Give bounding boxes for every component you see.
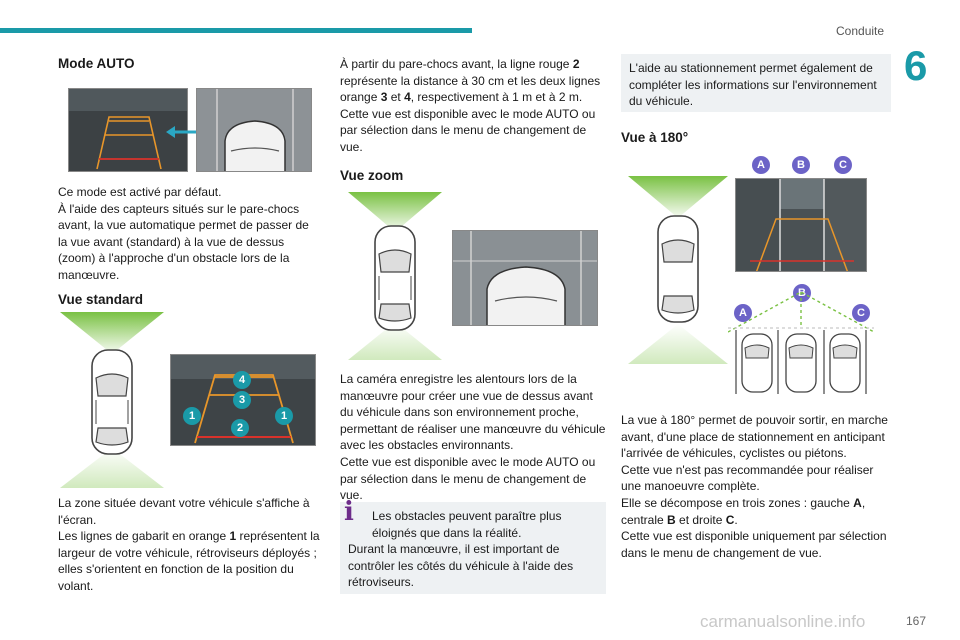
section-title: Conduite xyxy=(836,24,885,38)
column-1 xyxy=(58,56,320,73)
watermark: carmanualsonline.info xyxy=(700,612,866,631)
vue-180-text-2: Cette vue n'est pas recommandée pour réaliser une manoeuvre complète. xyxy=(621,462,874,494)
parking-aid-info-box xyxy=(621,54,891,112)
vue-180-car-diagram xyxy=(628,176,728,364)
vue-standard-heading-wrap xyxy=(58,292,320,309)
info-text-1: Les obstacles peuvent paraître plus éloignés que dans la réalité. xyxy=(372,509,562,540)
vue-standard-text-1: La zone située devant votre véhicule s'affiche à l'écran. xyxy=(58,496,310,527)
vue-zoom-text-block xyxy=(340,371,606,504)
badge-a-top: A xyxy=(752,156,770,174)
vue-180-text-1: La vue à 180° permet de pouvoir sortir, en marche avant, d'une place de stationnement en anticipant l'arrivée de véhicules, cyclistes ou piétons. xyxy=(621,413,888,461)
vue-standard-text-2: Les lignes de gabarit en orange 1 représentent la largeur de votre véhicule, rétroviseurs déployés ; elles s'orientent en fonction de la position du volant. xyxy=(58,529,320,593)
mode-auto-top-view-image xyxy=(196,88,312,172)
vue-180-text-block xyxy=(621,412,891,561)
vue-standard-text-block xyxy=(58,495,320,595)
zoom-top-view-image xyxy=(452,230,598,326)
badge-b-bottom: B xyxy=(793,284,811,302)
mode-auto-text-block xyxy=(58,184,320,284)
badge-3: 3 xyxy=(233,391,251,409)
badge-c-top: C xyxy=(834,156,852,174)
vue-zoom-heading-wrap xyxy=(340,168,606,185)
vue-180-text-4: Cette vue est disponible uniquement par sélection dans le menu de changement de vue. xyxy=(621,529,887,560)
chapter-number: 6 xyxy=(904,42,928,89)
badge-1-left: 1 xyxy=(183,407,201,425)
badge-a-bottom: A xyxy=(734,304,752,322)
red-line-text-block xyxy=(340,56,606,156)
info-text-2: Durant la manœuvre, il est important de contrôler les côtés du véhicule à l'aide des rétroviseurs. xyxy=(348,542,574,590)
badge-c-bottom: C xyxy=(852,304,870,322)
red-line-text: À partir du pare-chocs avant, la ligne rouge 2 représente la distance à 30 cm et les deux lignes orange 3 et 4, respectivement à 1 m et à 2 m. xyxy=(340,57,601,105)
vue-zoom-text: La caméra enregistre les alentours lors de la manœuvre pour créer une vue de dessus avant du véhicule dans son environnement proche, permettant de réaliser une manœuvre du véhicule avec les obstacles environnants. Cette vue est disponible avec le mode AUTO ou par sélection dans le menu de changement de vue. xyxy=(340,372,606,503)
standard-camera-image xyxy=(170,354,316,446)
zoom-car-diagram xyxy=(348,192,442,360)
vue-180-parking-diagram xyxy=(728,290,874,398)
parking-aid-info-text: L'aide au stationnement permet également de compléter les informations sur l'environnement du véhicule. xyxy=(629,61,877,109)
page-number: 167 xyxy=(906,614,927,628)
mode-auto-title: Mode AUTO xyxy=(58,56,135,71)
vue-zoom-title: Vue zoom xyxy=(340,168,404,183)
mode-auto-text: Ce mode est activé par défaut. À l'aide des capteurs situés sur le pare-chocs avant, la vue automatique permet de passer de la vue avant (standard) à la vue de dessus (zoom) à l'approche d'un obstacle lors de la manœuvre. xyxy=(58,185,309,282)
vue-standard-title: Vue standard xyxy=(58,292,144,307)
vue-180-camera-image xyxy=(735,178,867,272)
standard-car-diagram xyxy=(60,312,164,488)
vue-180-text-3: Elle se décompose en trois zones : gauche A, centrale B et droite C. xyxy=(621,495,866,527)
info-icon: i xyxy=(344,497,354,527)
vue-180-title: Vue à 180° xyxy=(621,130,689,145)
top-accent-bar xyxy=(0,28,472,33)
badge-4: 4 xyxy=(233,371,251,389)
badge-1-right: 1 xyxy=(275,407,293,425)
obstacles-info-box xyxy=(340,497,606,594)
badge-2: 2 xyxy=(231,419,249,437)
vue-180-heading-wrap xyxy=(621,130,891,147)
red-line-availability: Cette vue est disponible avec le mode AUTO ou par sélection dans le menu de changement de vue. xyxy=(340,106,596,154)
badge-b-top: B xyxy=(792,156,810,174)
